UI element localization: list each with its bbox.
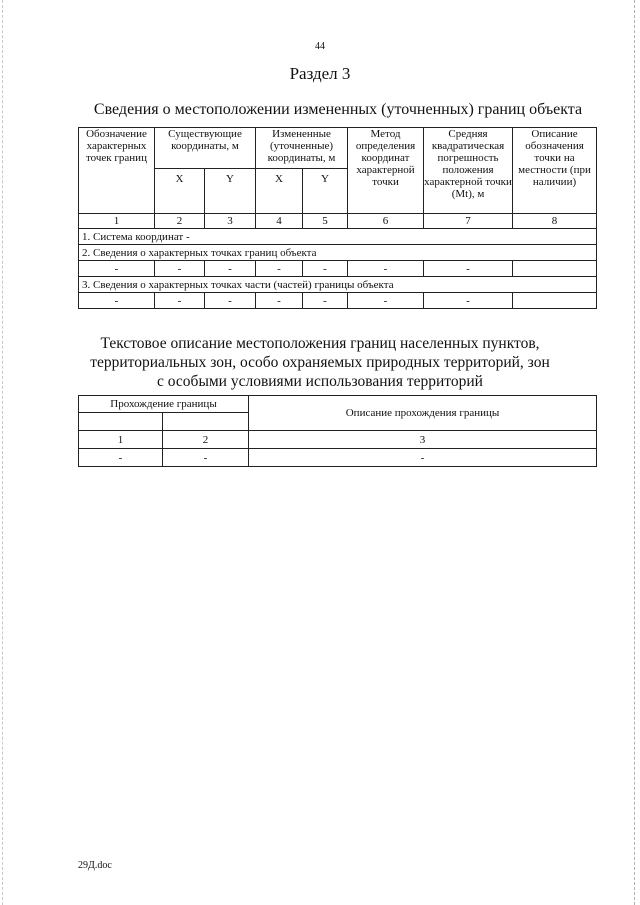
column-number: 3 xyxy=(205,214,256,229)
table-cell: - xyxy=(424,261,513,277)
table-cell: - xyxy=(205,261,256,277)
section-title: Раздел 3 xyxy=(289,64,351,83)
table-cell: - xyxy=(79,293,155,309)
table-cell: - xyxy=(163,449,249,467)
column-number: 8 xyxy=(513,214,597,229)
header-existing-x: X xyxy=(155,169,205,214)
table1-heading: Сведения о местоположении измененных (уточненных) границ объекта xyxy=(93,101,583,118)
table-cell: - xyxy=(424,293,513,309)
column-number: 1 xyxy=(79,214,155,229)
header-empty-cell xyxy=(163,413,249,431)
boundary-description-table xyxy=(78,395,597,467)
table-cell: - xyxy=(205,293,256,309)
page-number: 44 xyxy=(315,41,325,52)
header-changed-coords: Измененные (уточненные) координаты, м xyxy=(256,128,348,169)
table-cell: - xyxy=(155,261,205,277)
table-row xyxy=(79,261,597,277)
column-number: 2 xyxy=(155,214,205,229)
scan-right-edge xyxy=(634,0,636,905)
table2-heading-line: территориальных зон, особо охраняемых природных территорий, зон xyxy=(90,354,550,371)
header-rmse: Средняя квадратическая погрешность положения характерной точки (Mt), м xyxy=(424,128,513,214)
table-cell: - xyxy=(79,261,155,277)
section-coordinate-system: 1. Система координат - xyxy=(79,229,597,245)
column-number: 4 xyxy=(256,214,303,229)
table2-heading-line: с особыми условиями использования территорий xyxy=(157,373,483,390)
table-cell: - xyxy=(303,261,348,277)
column-number: 5 xyxy=(303,214,348,229)
section-part-points: 3. Сведения о характерных точках части (частей) границы объекта xyxy=(79,277,597,293)
column-number-row xyxy=(79,214,597,229)
table-cell: - xyxy=(256,261,303,277)
column-number: 6 xyxy=(348,214,424,229)
table-cell: - xyxy=(348,261,424,277)
table-cell: - xyxy=(348,293,424,309)
boundary-coordinates-table xyxy=(78,127,597,309)
table2-heading xyxy=(40,334,600,391)
header-method: Метод определения координат характерной точки xyxy=(348,128,424,214)
table-cell: - xyxy=(256,293,303,309)
column-number-row xyxy=(79,431,597,449)
header-passage-description: Описание прохождения границы xyxy=(249,396,597,431)
header-empty-cell xyxy=(79,413,163,431)
section-boundary-points: 2. Сведения о характерных точках границ объекта xyxy=(79,245,597,261)
scan-left-edge xyxy=(2,0,4,905)
table-cell xyxy=(513,261,597,277)
header-description: Описание обозначения точки на местности (при наличии) xyxy=(513,128,597,214)
table-cell xyxy=(513,293,597,309)
table2-heading-line: Текстовое описание местоположения границ населенных пунктов, xyxy=(100,335,540,352)
column-number: 3 xyxy=(249,431,597,449)
column-number: 1 xyxy=(79,431,163,449)
header-existing-coords: Существующие координаты, м xyxy=(155,128,256,169)
footer-filename: 29Д.doc xyxy=(78,860,112,871)
table-row xyxy=(79,449,597,467)
column-number: 2 xyxy=(163,431,249,449)
column-number: 7 xyxy=(424,214,513,229)
header-existing-y: Y xyxy=(205,169,256,214)
table-row xyxy=(79,293,597,309)
header-passage: Прохождение границы xyxy=(79,396,249,413)
header-changed-y: Y xyxy=(303,169,348,214)
table-cell: - xyxy=(303,293,348,309)
header-designation: Обозначение характерных точек границ xyxy=(79,128,155,214)
table-cell: - xyxy=(249,449,597,467)
table-cell: - xyxy=(79,449,163,467)
header-changed-x: X xyxy=(256,169,303,214)
table-cell: - xyxy=(155,293,205,309)
